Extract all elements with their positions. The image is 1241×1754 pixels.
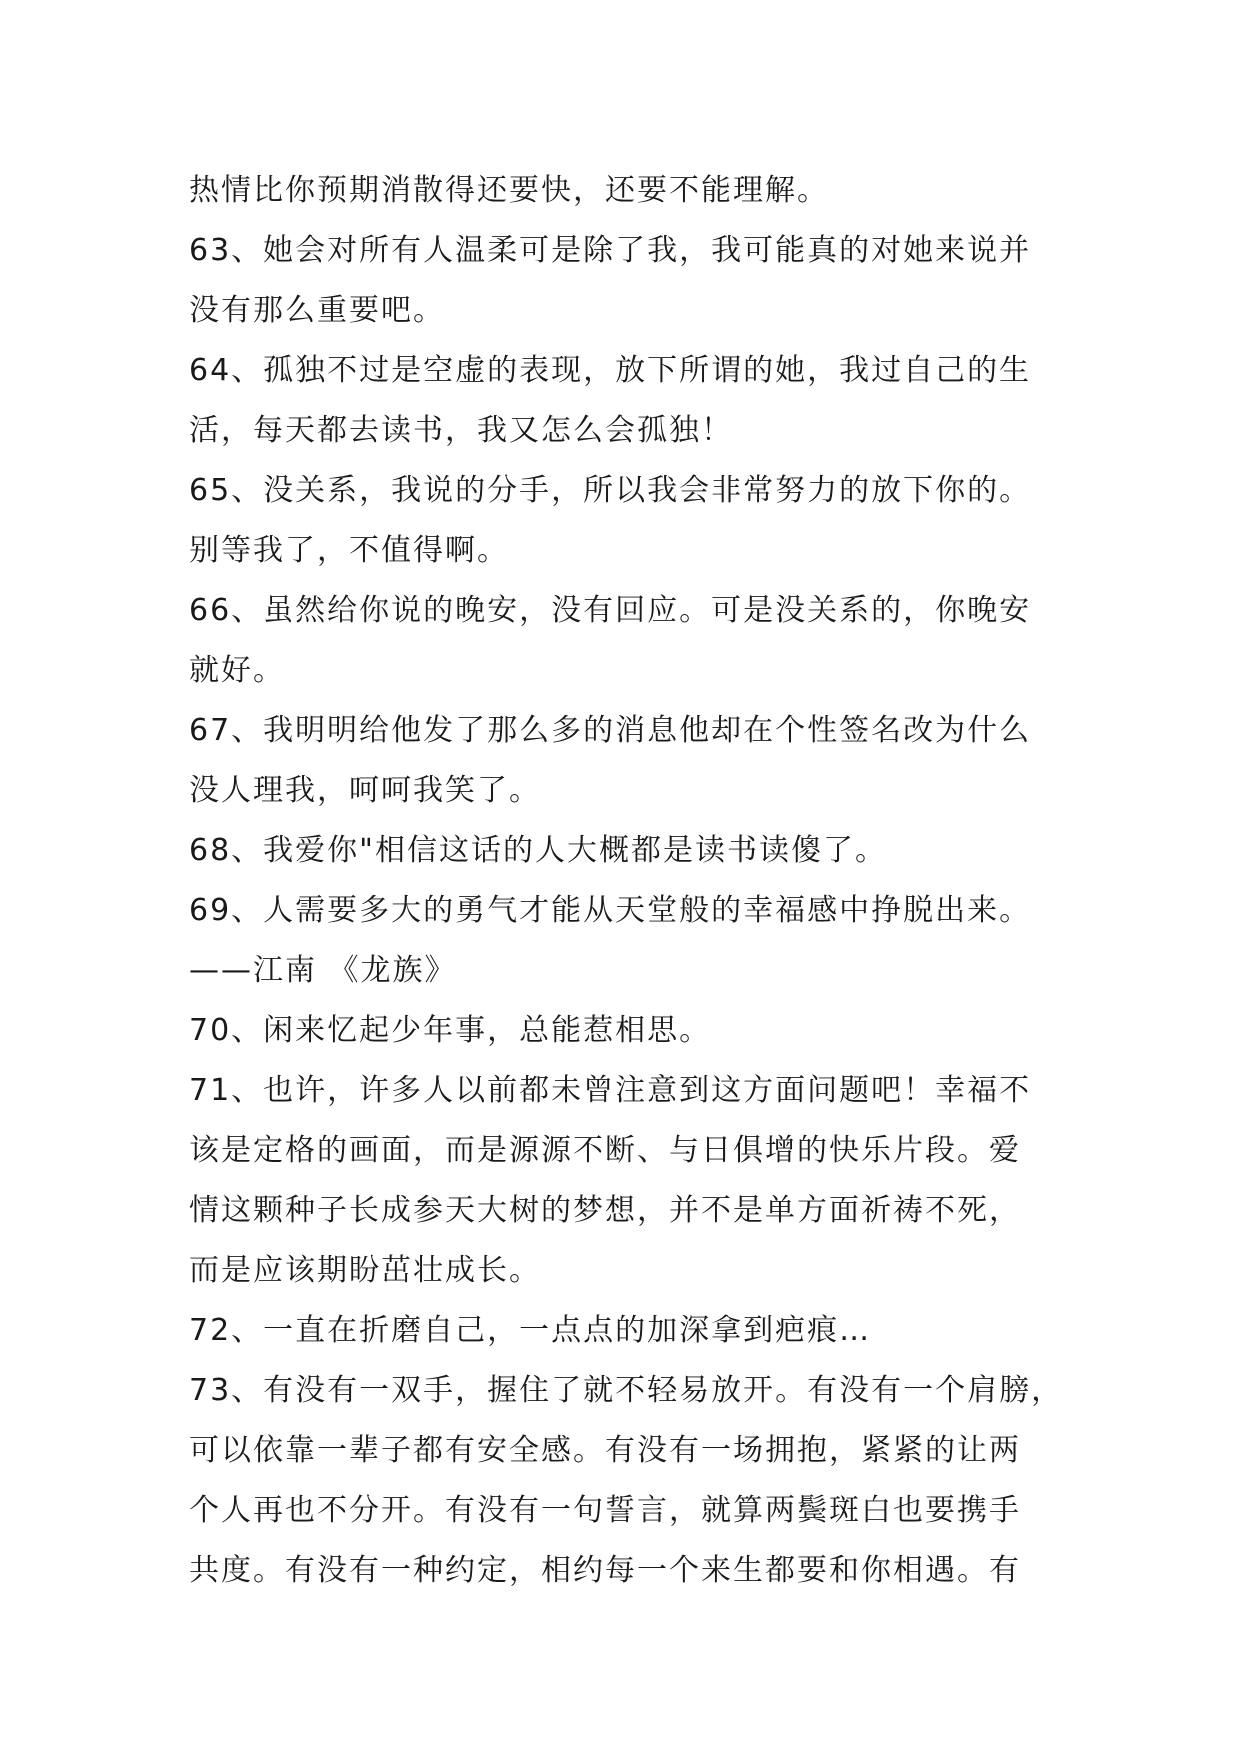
- text-line: 活，每天都去读书，我又怎么会孤独！: [189, 413, 733, 448]
- text-line: 63、她会对所有人温柔可是除了我，我可能真的对她来说并: [189, 233, 1032, 268]
- text-line: 73、有没有一双手，握住了就不轻易放开。有没有一个肩膀，: [189, 1373, 1064, 1408]
- text-line: ——江南 《龙族》: [189, 953, 457, 988]
- text-line: 而是应该期盼茁壮成长。: [189, 1253, 541, 1288]
- text-line: 72、一直在折磨自己，一点点的加深拿到疤痕…: [189, 1313, 872, 1348]
- text-line: 共度。有没有一种约定，相约每一个来生都要和你相遇。有: [189, 1553, 1021, 1588]
- text-line: 71、也许，许多人以前都未曾注意到这方面问题吧！幸福不: [189, 1073, 1032, 1108]
- text-line: 70、闲来忆起少年事，总能惹相思。: [189, 1013, 712, 1048]
- text-line: 个人再也不分开。有没有一句誓言，就算两鬓斑白也要携手: [189, 1493, 1021, 1528]
- text-line: 64、孤独不过是空虚的表现，放下所谓的她，我过自己的生: [189, 353, 1032, 388]
- text-line: 别等我了，不值得啊。: [189, 533, 509, 568]
- text-line: 66、虽然给你说的晚安，没有回应。可是没关系的，你晚安: [189, 593, 1032, 628]
- text-line: 67、我明明给他发了那么多的消息他却在个性签名改为什么: [189, 713, 1032, 748]
- text-line: 没人理我，呵呵我笑了。: [189, 773, 541, 808]
- text-line: 65、没关系，我说的分手，所以我会非常努力的放下你的。: [189, 473, 1032, 508]
- text-line: 该是定格的画面，而是源源不断、与日俱增的快乐片段。爱: [189, 1133, 1021, 1168]
- text-line: 68、我爱你"相信这话的人大概都是读书读傻了。: [189, 833, 887, 868]
- document-body: [189, 161, 1069, 1601]
- text-line: 69、人需要多大的勇气才能从天堂般的幸福感中挣脱出来。: [189, 893, 1032, 928]
- text-line: 情这颗种子长成参天大树的梦想，并不是单方面祈祷不死，: [189, 1193, 1021, 1228]
- text-line: 就好。: [189, 653, 285, 688]
- text-line: 可以依靠一辈子都有安全感。有没有一场拥抱，紧紧的让两: [189, 1433, 1021, 1468]
- text-line: 热情比你预期消散得还要快，还要不能理解。: [189, 173, 829, 208]
- text-line: 没有那么重要吧。: [189, 293, 445, 328]
